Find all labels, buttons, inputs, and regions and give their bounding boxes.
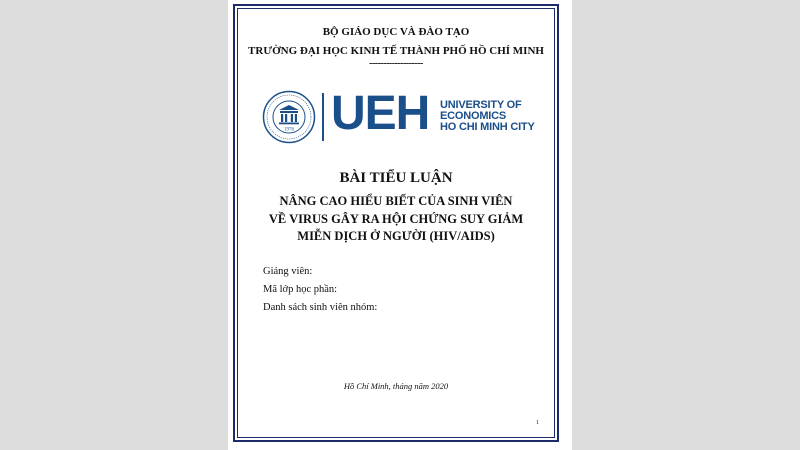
topic-line-1: NÂNG CAO HIỂU BIẾT CỦA SINH VIÊN bbox=[279, 194, 513, 208]
lecturer-label: Giảng viên: bbox=[263, 266, 313, 277]
topic-line-2: VỀ VIRUS GÂY RA HỘI CHỨNG SUY GIẢM bbox=[268, 212, 524, 226]
logo-divider bbox=[322, 93, 324, 141]
logo-line-economics: ECONOMICS bbox=[440, 110, 507, 122]
ministry-heading: BỘ GIÁO DỤC VÀ ĐÀO TẠO bbox=[322, 26, 470, 38]
page-number: 1 bbox=[536, 420, 539, 426]
header-divider: ------------------- bbox=[369, 58, 423, 69]
university-heading: TRƯỜNG ĐẠI HỌC KINH TẾ THÀNH PHỐ HỒ CHÍ MINH bbox=[248, 45, 544, 57]
university-seal-icon bbox=[262, 90, 316, 144]
ueh-logo-acronym: UEH bbox=[331, 87, 430, 140]
class-code-label: Mã lớp học phần: bbox=[263, 284, 338, 295]
student-list-label: Danh sách sinh viên nhóm: bbox=[263, 302, 378, 313]
seal-year: 1976 bbox=[284, 127, 294, 133]
logo-line-city: HO CHI MINH CITY bbox=[440, 121, 535, 133]
essay-title: BÀI TIỂU LUẬN bbox=[339, 170, 453, 186]
topic-line-3: MIỄN DỊCH Ở NGƯỜI (HIV/AIDS) bbox=[297, 229, 495, 243]
logo-line-university: UNIVERSITY OF bbox=[440, 99, 522, 111]
footer-date: Hồ Chí Minh, tháng năm 2020 bbox=[343, 381, 449, 391]
